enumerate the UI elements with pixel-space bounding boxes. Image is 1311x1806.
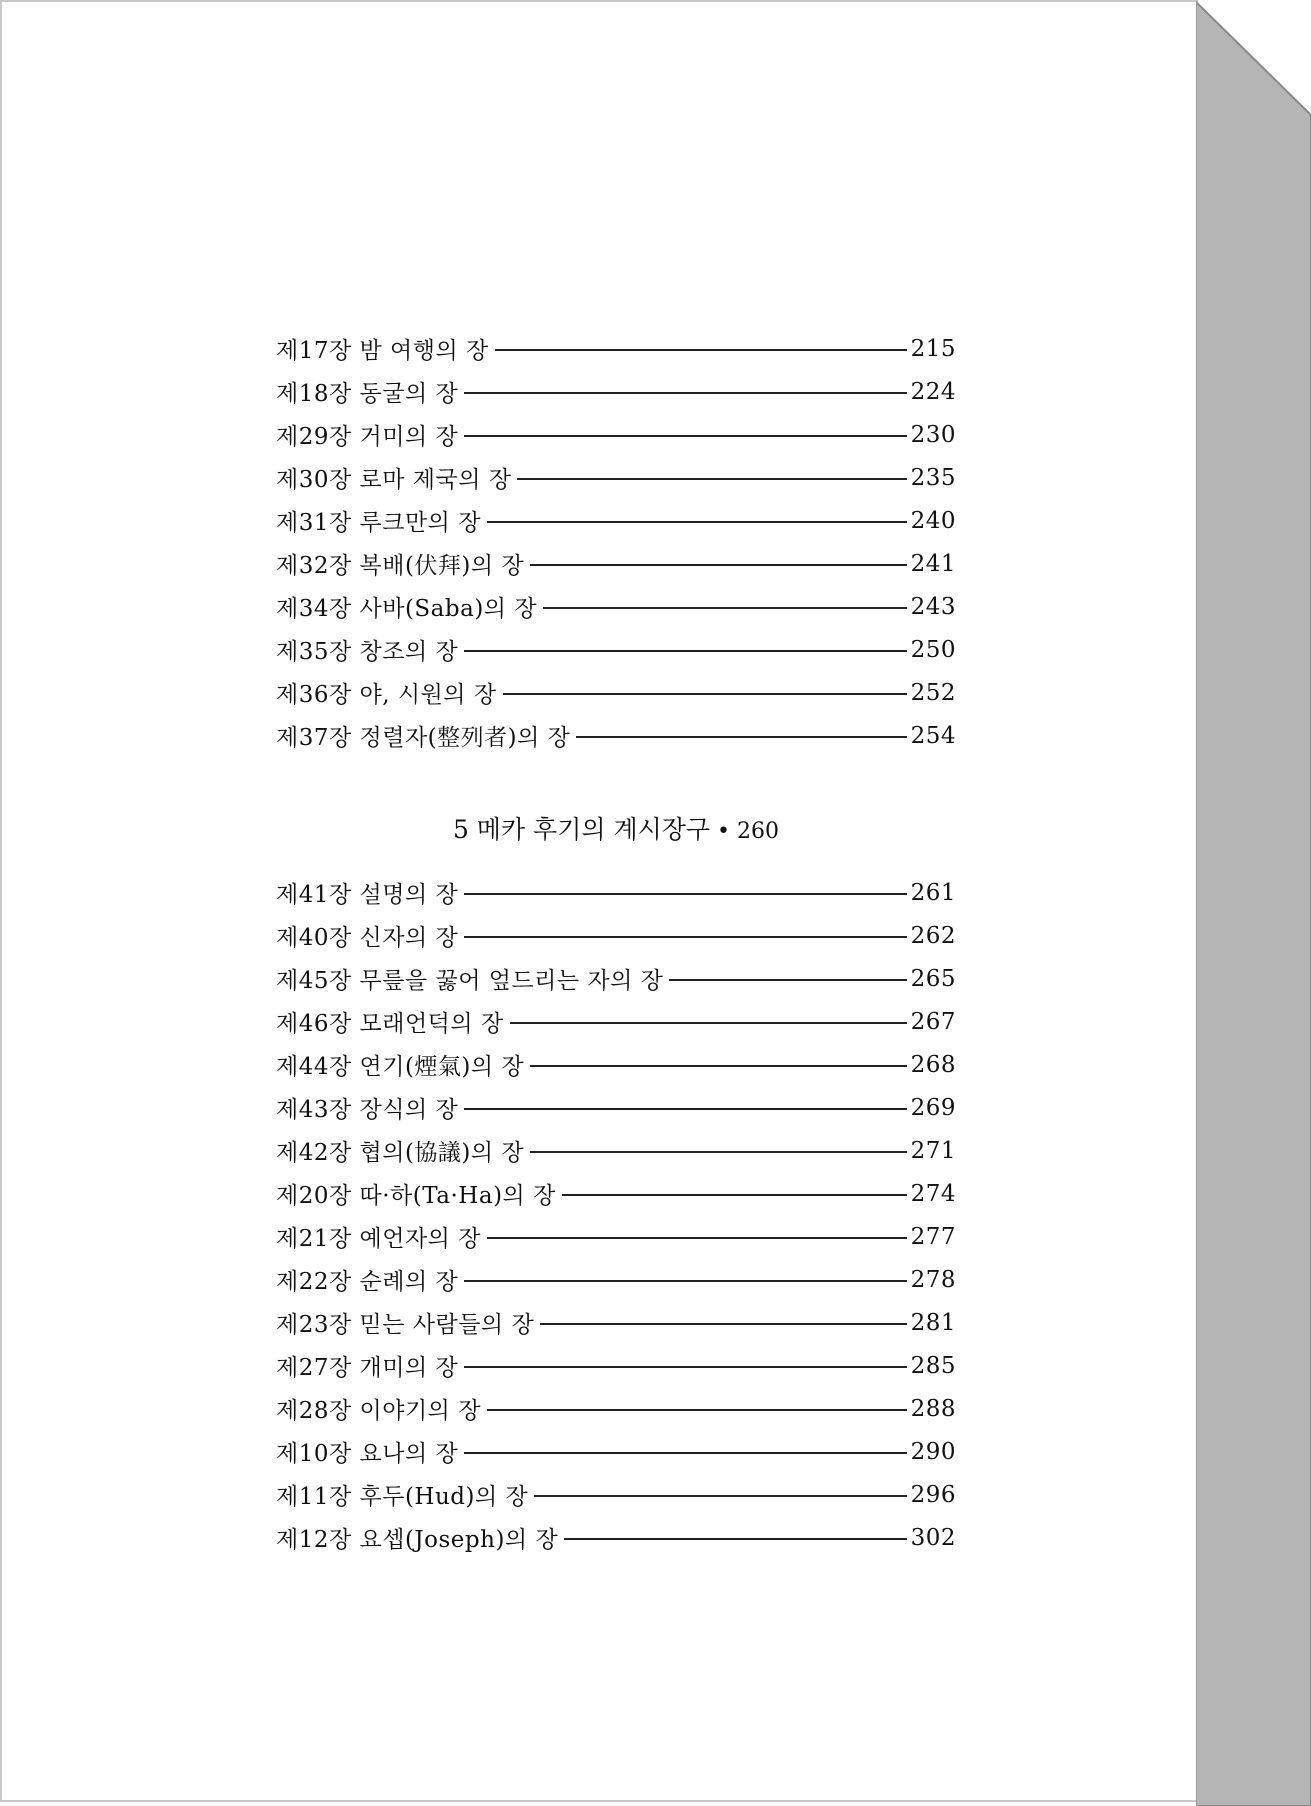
toc-entry[interactable] [276,1344,956,1387]
section-separator: • [710,819,738,844]
toc-entry-title: 제29장 거미의 장 [276,424,459,450]
toc-entry-title: 제35장 창조의 장 [276,639,459,665]
toc-entry-title: 제37장 정렬자(整列者)의 장 [276,725,571,751]
toc-leader-line [464,893,906,895]
toc-entry[interactable] [276,957,956,1000]
toc-leader-line [464,1108,906,1110]
toc-leader-line [464,936,906,938]
toc-entry-title: 제12장 요셉(Joseph)의 장 [276,1527,559,1553]
toc-entry-title: 제27장 개미의 장 [276,1355,459,1381]
toc-leader-line [562,1194,907,1196]
toc-entry-title: 제45장 무릎을 꿇어 엎드리는 자의 장 [276,968,664,994]
toc-entry-page: 267 [910,1008,956,1035]
section-title: 5 메카 후기의 계시장구 [452,815,711,844]
toc-leader-line [517,478,906,480]
toc-entry-page: 281 [910,1309,956,1336]
toc-entry-title: 제30장 로마 제국의 장 [276,467,512,493]
section-heading[interactable] [276,808,956,852]
toc-entry-page: 274 [910,1180,956,1207]
toc-entry-title: 제41장 설명의 장 [276,882,459,908]
toc-entry[interactable] [276,714,956,757]
toc-leader-line [464,650,906,652]
toc-leader-line [495,349,907,351]
toc-leader-line [540,1323,906,1325]
toc-leader-line [487,1237,907,1239]
toc-entry[interactable] [276,585,956,628]
toc-entry-page: 269 [910,1094,956,1121]
toc-leader-line [503,693,907,695]
toc-entry-page: 241 [910,550,956,577]
toc-entry-page: 215 [910,335,956,362]
toc-entry-title: 제11장 후두(Hud)의 장 [276,1484,529,1510]
toc-leader-line [530,1151,906,1153]
toc-entry[interactable] [276,628,956,671]
toc-entry-title: 제28장 이야기의 장 [276,1398,481,1424]
toc-entry-page: 302 [910,1524,956,1551]
toc-entry[interactable] [276,1000,956,1043]
toc-entry-title: 제42장 협의(協議)의 장 [276,1140,525,1166]
toc-entry-page: 235 [910,464,956,491]
toc-entry-page: 268 [910,1051,956,1078]
toc-entry[interactable] [276,1516,956,1559]
toc-entry[interactable] [276,327,956,370]
toc-entry-title: 제43장 장식의 장 [276,1097,459,1123]
toc-entry-page: 224 [910,378,956,405]
toc-leader-line [510,1022,907,1024]
toc-leader-line [530,564,906,566]
toc-entry[interactable] [276,871,956,914]
toc-entry[interactable] [276,1387,956,1430]
toc-leader-line [564,1538,906,1540]
toc-entry-title: 제21장 예언자의 장 [276,1226,481,1252]
toc-entry[interactable] [276,1086,956,1129]
book-spine [1196,0,1311,1806]
toc-leader-line [464,392,906,394]
toc-entry[interactable] [276,1430,956,1473]
toc-leader-line [534,1495,906,1497]
toc-leader-line [464,1280,906,1282]
toc-leader-line [530,1065,906,1067]
toc-entry-title: 제22장 순례의 장 [276,1269,459,1295]
toc-entry-page: 277 [910,1223,956,1250]
toc-entry-page: 261 [910,879,956,906]
toc-entry-title: 제44장 연기(煙氣)의 장 [276,1054,525,1080]
toc-list-part1 [276,327,956,757]
toc-entry-page: 296 [910,1481,956,1508]
toc-leader-line [543,607,907,609]
toc-leader-line [669,979,906,981]
toc-entry-title: 제36장 야, 시원의 장 [276,682,497,708]
toc-entry-title: 제23장 믿는 사람들의 장 [276,1312,535,1338]
toc-entry-page: 262 [910,922,956,949]
toc-leader-line [464,1366,906,1368]
toc-entry[interactable] [276,1215,956,1258]
toc-entry-page: 265 [910,965,956,992]
toc-entry-page: 230 [910,421,956,448]
toc-entry-title: 제40장 신자의 장 [276,925,459,951]
toc-entry-title: 제20장 따·하(Ta·Ha)의 장 [276,1183,556,1209]
toc-entry[interactable] [276,1043,956,1086]
toc-entry-title: 제31장 루크만의 장 [276,510,481,536]
toc-entry-title: 제32장 복배(伏拜)의 장 [276,553,525,579]
toc-leader-line [576,736,906,738]
toc-entry[interactable] [276,1258,956,1301]
toc-entry-page: 250 [910,636,956,663]
toc-entry[interactable] [276,1473,956,1516]
toc-leader-line [487,1409,907,1411]
toc-entry[interactable] [276,456,956,499]
toc-entry[interactable] [276,1172,956,1215]
toc-entry[interactable] [276,499,956,542]
toc-entry[interactable] [276,413,956,456]
toc-entry[interactable] [276,542,956,585]
toc-entry-page: 288 [910,1395,956,1422]
section-page: 260 [737,819,780,844]
toc-entry-page: 254 [910,722,956,749]
toc-entry[interactable] [276,1301,956,1344]
toc-entry[interactable] [276,370,956,413]
toc-entry-title: 제46장 모래언덕의 장 [276,1011,504,1037]
toc-leader-line [464,1452,906,1454]
toc-entry-title: 제10장 요나의 장 [276,1441,459,1467]
toc-entry-title: 제17장 밤 여행의 장 [276,338,489,364]
toc-entry-page: 243 [910,593,956,620]
toc-entry-page: 252 [910,679,956,706]
toc-entry-title: 제18장 동굴의 장 [276,381,459,407]
toc-entry-page: 240 [910,507,956,534]
toc-list-part2 [276,871,956,1559]
toc-entry[interactable] [276,671,956,714]
toc-entry-page: 278 [910,1266,956,1293]
toc-entry-page: 285 [910,1352,956,1379]
toc-entry[interactable] [276,1129,956,1172]
toc-entry[interactable] [276,914,956,957]
toc-leader-line [487,521,907,523]
toc-entry-title: 제34장 사바(Saba)의 장 [276,596,538,622]
toc-entry-page: 290 [910,1438,956,1465]
toc-entry-page: 271 [910,1137,956,1164]
toc-leader-line [464,435,906,437]
